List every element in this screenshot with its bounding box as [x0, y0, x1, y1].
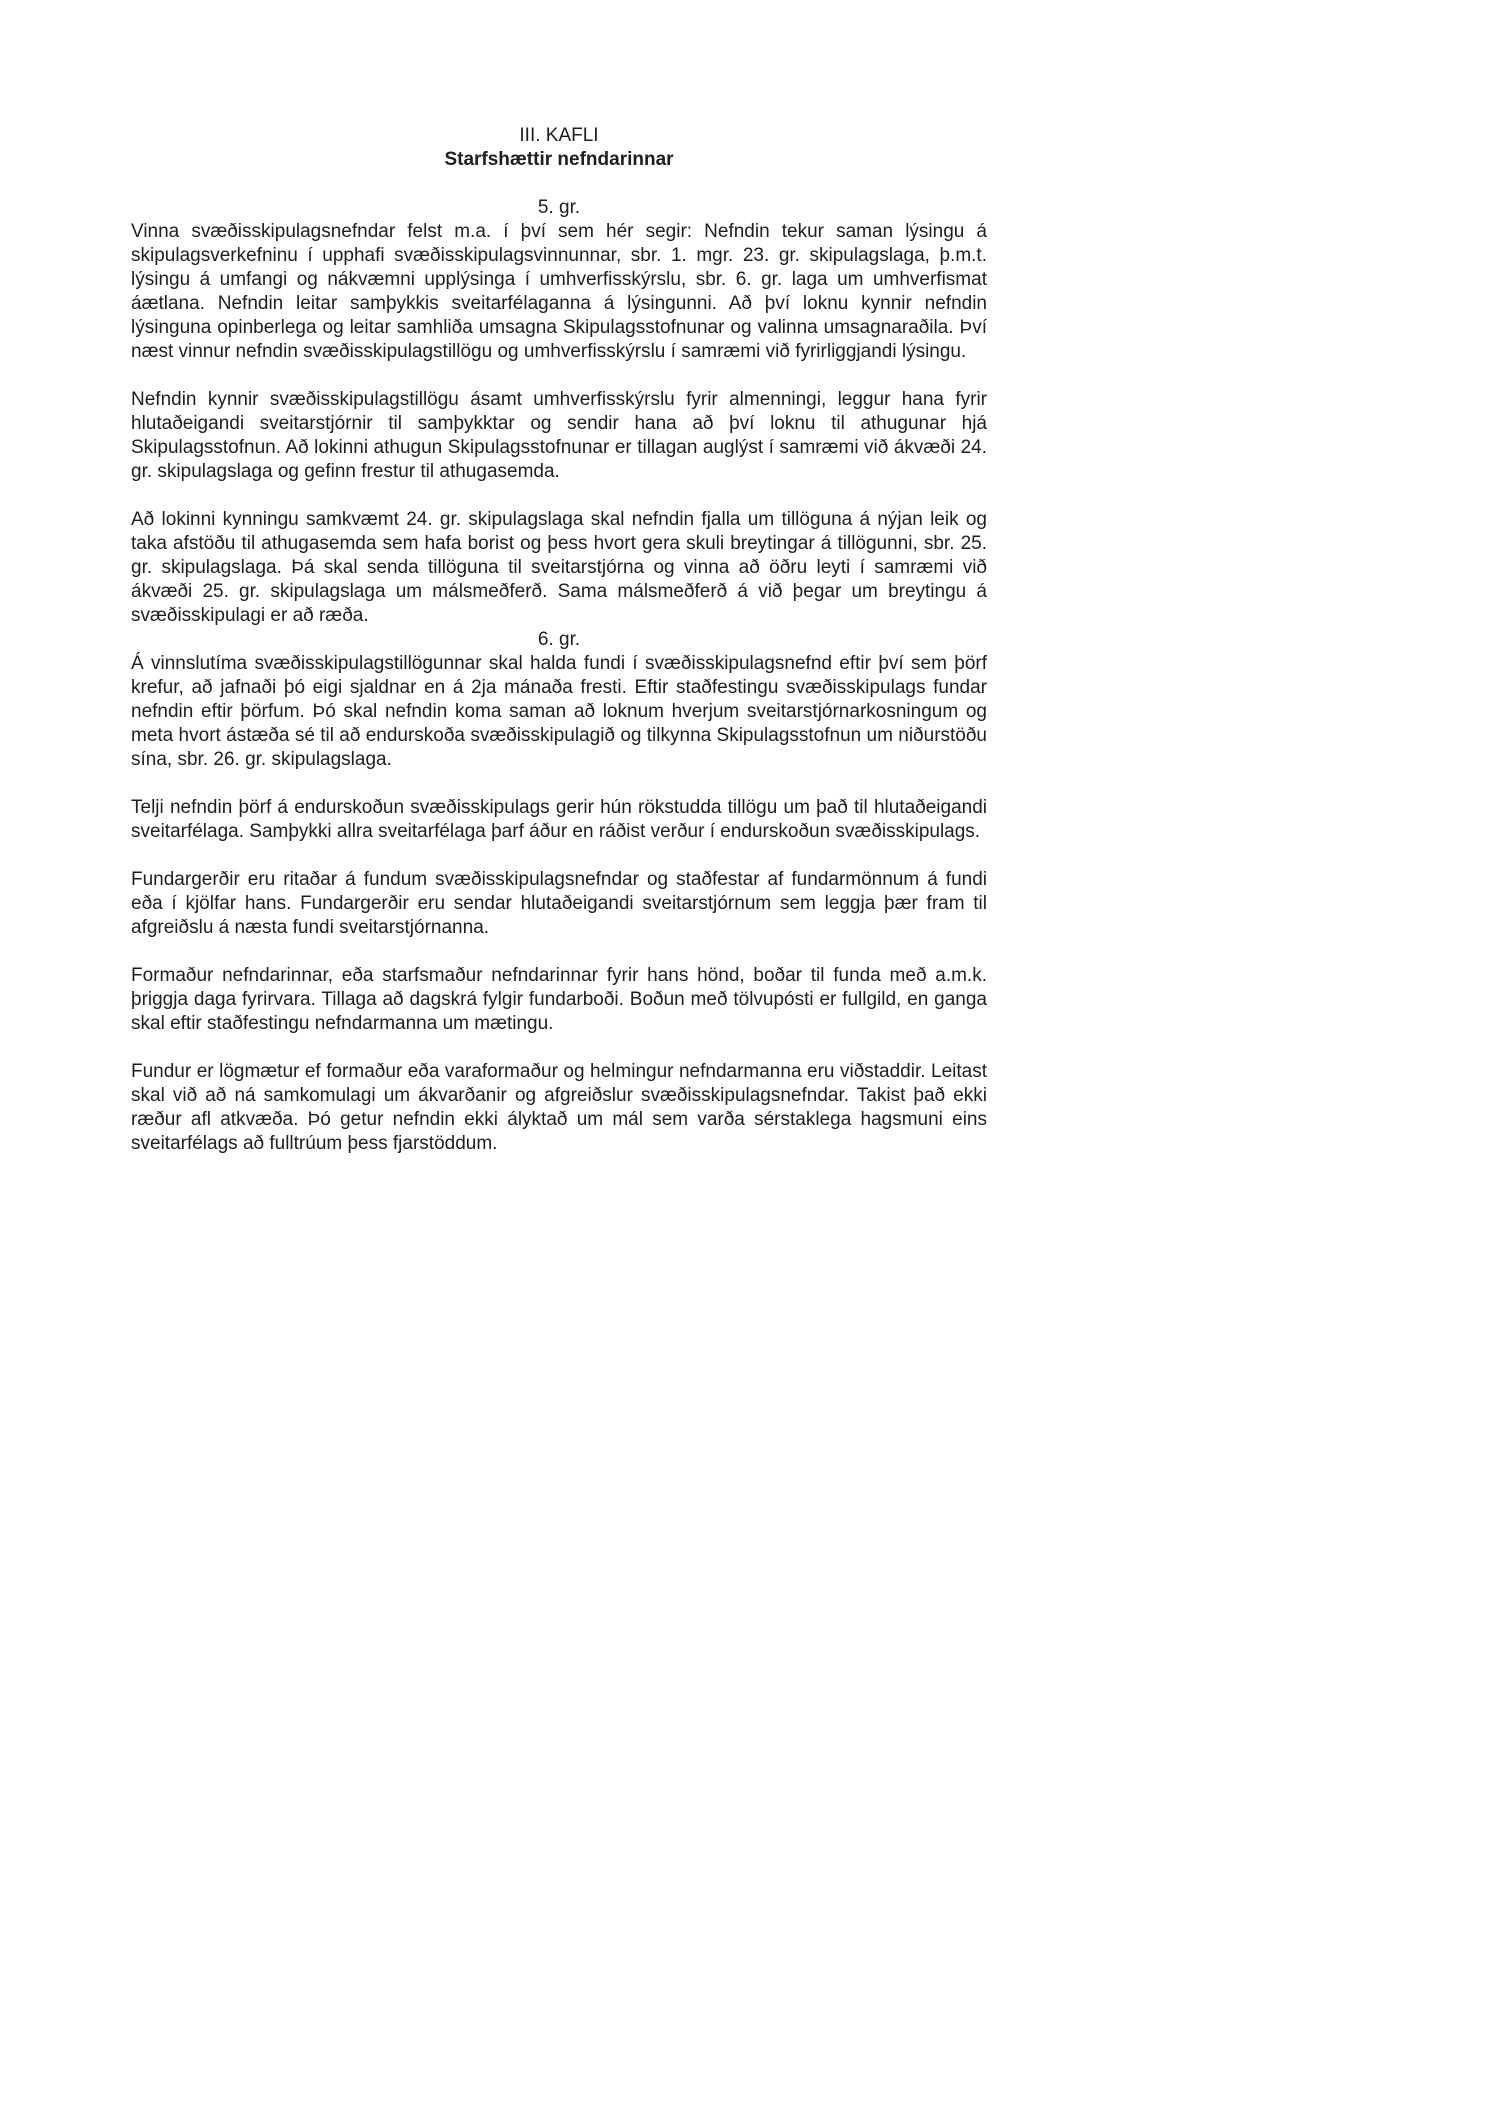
section-heading-5: 5. gr.: [537, 197, 581, 218]
paragraph: Á vinnslutíma svæðisskipulagstillögunnar skal halda fundi í svæðisskipulagsnefnd eftir því sem þörf krefur, að jafnaði þó eigi sjaldnar en á 2ja mánaða fresti. Eftir staðfestingu svæðisskipulags fundar nefndin eftir þörfum. Þó skal nefndin koma saman að loknum hverjum sveitarstjórnarkosningum og meta hvort ástæða sé til að endurskoða svæðisskipulagið og tilkynna Skipulagsstofnun um niðurstöðu sína, sbr. 26. gr. skipulagslaga.: [131, 653, 987, 770]
chapter-heading: III. KAFLI: [519, 125, 599, 146]
section-heading-6: 6. gr.: [537, 629, 581, 650]
paragraph: Fundargerðir eru ritaðar á fundum svæðisskipulagsnefndar og staðfestar af fundarmönnum á fundi eða í kjölfar hans. Fundargerðir eru sendar hlutaðeigandi sveitarstjórnum sem leggja þær fram til afgreiðslu á næsta fundi sveitarstjórnanna.: [131, 869, 987, 938]
section-article-6: [131, 628, 987, 1156]
paragraph: Að lokinni kynningu samkvæmt 24. gr. skipulagslaga skal nefndin fjalla um tillöguna á nýjan leik og taka afstöðu til athugasemda sem hafa borist og þess hvort gera skuli breytingar á tillögunni, sbr. 25. gr. skipulagslaga. Þá skal senda tillöguna til sveitarstjórna og vinna að öðru leyti í samræmi við ákvæði 25. gr. skipulagslaga um málsmeðferð. Sama málsmeðferð á við þegar um breytingu á svæðisskipulagi er að ræða.: [131, 509, 987, 626]
chapter-title: Starfshættir nefndarinnar: [444, 149, 674, 170]
paragraph: Fundur er lögmætur ef formaður eða varaformaður og helmingur nefndarmanna eru viðstaddir. Leitast skal við að ná samkomulagi um ákvarðanir og afgreiðslur svæðisskipulagsnefndar. Takist það ekki ræður afl atkvæða. Þó getur nefndin ekki ályktað um mál sem varða sérstaklega hagsmuni eins sveitarfélags að fulltrúum þess fjarstöddum.: [131, 1061, 987, 1154]
paragraph: Vinna svæðisskipulagsnefndar felst m.a. í því sem hér segir: Nefndin tekur saman lýsingu á skipulagsverkefninu í upphafi svæðisskipulagsvinnunnar, sbr. 1. mgr. 23. gr. skipulagslaga, þ.m.t. lýsingu á umfangi og nákvæmni upplýsinga í umhverfisskýrslu, sbr. 6. gr. laga um umhverfismat áætlana. Nefndin leitar samþykkis sveitarfélaganna á lýsingunni. Að því loknu kynnir nefndin lýsinguna opinberlega og leitar samhliða umsagna Skipulagsstofnunar og valinna umsagnaraðila. Því næst vinnur nefndin svæðisskipulagstillögu og umhverfisskýrslu í samræmi við fyrirliggjandi lýsingu.: [131, 221, 987, 362]
paragraph: Formaður nefndarinnar, eða starfsmaður nefndarinnar fyrir hans hönd, boðar til funda með a.m.k. þriggja daga fyrirvara. Tillaga að dagskrá fylgir fundarboði. Boðun með tölvupósti er fullgild, en ganga skal eftir staðfestingu nefndarmanna um mætingu.: [131, 965, 987, 1034]
paragraph: Telji nefndin þörf á endurskoðun svæðisskipulags gerir hún rökstudda tillögu um það til hlutaðeigandi sveitarfélaga. Samþykki allra sveitarfélaga þarf áður en ráðist verður í endurskoðun svæðisskipulags.: [131, 797, 987, 842]
paragraph: Nefndin kynnir svæðisskipulagstillögu ásamt umhverfisskýrslu fyrir almenningi, leggur hana fyrir hlutaðeigandi sveitarstjórnir til samþykktar og sendir hana að því loknu til athugunar hjá Skipulagsstofnun. Að lokinni athugun Skipulagsstofnunar er tillagan auglýst í samræmi við ákvæði 24. gr. skipulagslaga og gefinn frestur til athugasemda.: [131, 389, 987, 482]
section-article-5: [131, 196, 987, 628]
document-text-block: [131, 124, 987, 1156]
